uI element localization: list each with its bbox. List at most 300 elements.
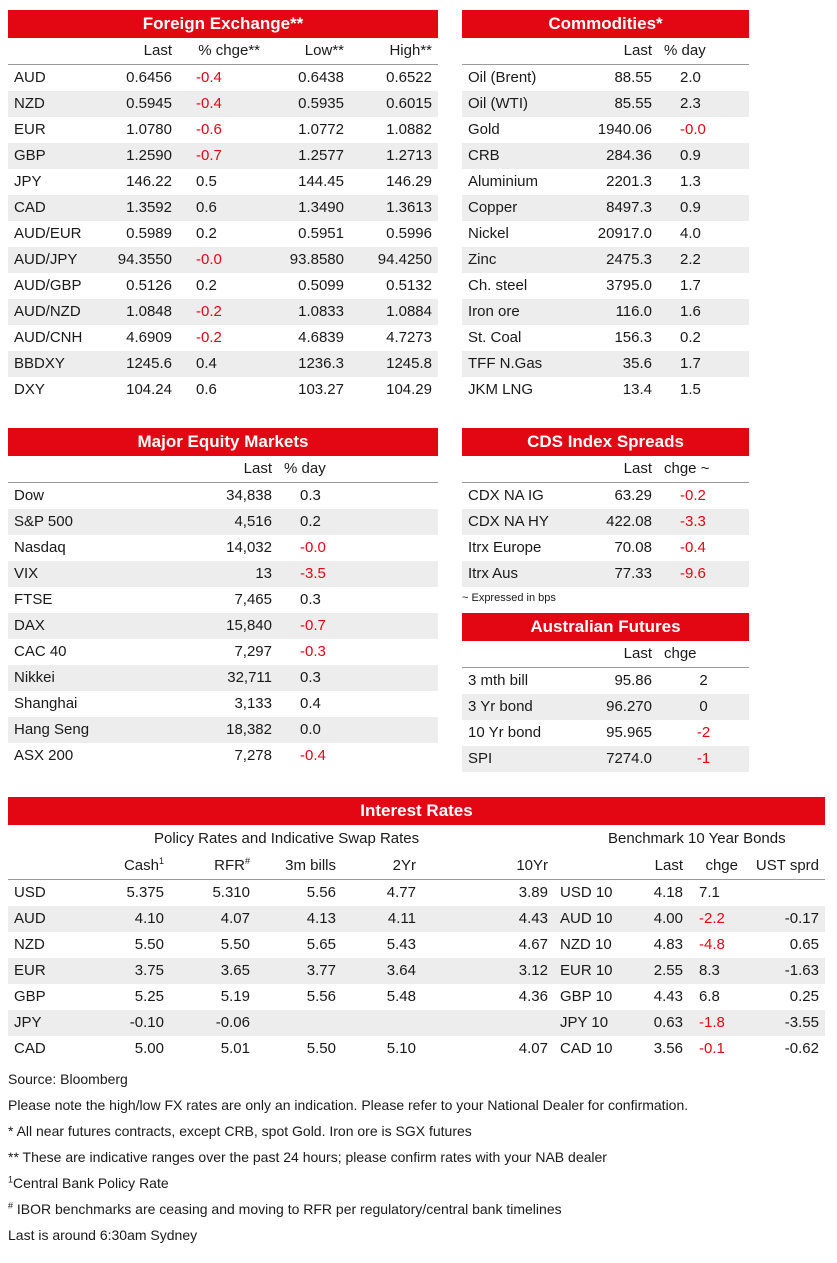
table-cell: USD 10 [560,884,613,901]
rfr-footnote-marker: # [244,856,250,866]
futures-note: * All near futures contracts, except CRB, spot Gold. Iron ore is SGX futures [8,1123,472,1139]
table-cell: GBP [8,143,94,169]
equity-header [358,456,438,483]
table-cell: 94.4250 [350,247,438,273]
table-cell: 1.7 [658,351,749,377]
ibor-note [8,1196,688,1222]
commodity-row [462,169,749,195]
table-cell: 5.00 [134,1040,164,1057]
table-cell: 7,297 [234,643,272,660]
table-cell: 2475.3 [566,247,658,273]
rates-header: UST sprd [755,857,819,874]
table-cell: Hang Seng [8,717,158,743]
table-cell: 4.77 [386,884,416,901]
cds-title: CDS Index Spreads [462,428,749,456]
policy-rates-title: Policy Rates and Indicative Swap Rates [154,830,420,847]
cds-row [462,535,749,561]
table-cell: 1940.06 [597,121,652,138]
table-cell: 0.2 [196,225,217,242]
table-cell: 34,838 [226,487,272,504]
table-cell: 0.65 [789,936,819,953]
table-cell: 0.6456 [126,69,172,86]
table-cell: 4.07 [170,906,256,932]
table-cell: 284.36 [566,143,658,169]
table-cell: 0.6 [178,195,266,221]
table-cell: 0.2 [196,277,217,294]
rates-header: Last [654,857,683,874]
table-cell: 3795.0 [606,277,652,294]
table-cell: 146.22 [126,173,172,190]
table-cell: -2 [696,724,711,741]
table-cell: CRB [462,143,566,169]
table-cell: 7274.0 [566,746,658,772]
table-cell: 0.5989 [126,225,172,242]
cash-footnote-marker: 1 [158,856,164,866]
table-cell: CDX NA HY [462,509,566,535]
table-cell: 63.29 [614,487,652,504]
table-cell: 4.6909 [126,329,172,346]
table-cell: 0.6015 [350,91,438,117]
table-cell: Shanghai [14,695,78,712]
table-cell: 94.3550 [94,247,178,273]
fx-header: Last [143,42,172,59]
table-cell: -1 [658,746,749,772]
table-cell: 18,382 [158,717,278,743]
empty-cell [358,691,438,717]
table-cell: CAD 10 [560,1040,613,1057]
table-cell: -0.2 [196,329,222,346]
rates-header: chge [705,857,738,874]
ibor-note-text: IBOR benchmarks are ceasing and moving to RFR per regulatory/central bank timelines [13,1201,562,1217]
table-cell: Gold [468,121,500,138]
table-cell: 7,278 [234,747,272,764]
rates-header: 3m bills [285,857,336,874]
futures-header [462,641,566,668]
table-cell: Ch. steel [468,277,528,294]
table-cell: 8497.3 [566,195,658,221]
cds-row [462,483,749,510]
equity-header [8,456,158,483]
table-cell: 1245.8 [350,351,438,377]
rates-row [8,984,825,1010]
table-cell: 0.25 [789,988,819,1005]
table-cell: 2.0 [680,69,701,86]
equity-row [8,613,438,639]
table-cell: 10 Yr bond [468,724,542,741]
table-cell: Dow [14,487,45,504]
table-cell: 1.5 [680,381,701,398]
table-cell: 5.50 [306,1040,336,1057]
rates-header [554,853,624,880]
fx-row [8,299,438,325]
fx-row [8,351,438,377]
commodities-header [462,38,566,65]
equity-row [8,561,438,587]
futures-row [462,694,749,720]
table-cell: Nickel [468,225,509,242]
table-cell: -3.55 [744,1010,825,1036]
table-cell: 88.55 [614,69,652,86]
rates-row [8,880,825,907]
table-cell: CAD [14,1040,46,1057]
equity-row [8,717,438,743]
table-cell: 4.07 [518,1040,548,1057]
table-cell: Aluminium [468,173,539,190]
table-cell: 4.18 [653,884,683,901]
policy-rate-note [8,1170,688,1196]
fx-row [8,273,438,299]
table-cell: 32,711 [158,665,278,691]
commodity-row [462,325,749,351]
table-cell: JPY 10 [554,1010,624,1036]
table-cell: 4.67 [518,936,548,953]
table-cell: EUR 10 [554,958,624,984]
futures-header: chge [664,645,697,662]
commodity-row [462,65,749,92]
table-cell: 1245.6 [94,351,178,377]
fx-header: High** [389,42,432,59]
table-cell: 5.56 [306,884,336,901]
table-cell: VIX [8,561,158,587]
equity-row [8,639,438,665]
table-cell: -0.4 [178,91,266,117]
rates-header-row [8,853,825,880]
table-cell: 4.6839 [298,329,344,346]
table-cell: 5.310 [212,884,250,901]
table-cell: GBP 10 [560,988,613,1005]
commodity-row [462,351,749,377]
table-cell: 0 [658,694,749,720]
rates-header-rfr [170,853,256,880]
table-cell: -0.0 [300,539,326,556]
futures-header: Last [623,645,652,662]
table-cell: 3.12 [422,958,554,984]
futures-row [462,746,749,772]
table-cell: AUD 10 [554,906,624,932]
rates-title: Interest Rates [8,797,825,825]
commodities-header: % day [664,42,706,59]
table-cell: 95.965 [606,724,652,741]
table-cell: 96.270 [566,694,658,720]
table-cell: -0.4 [196,69,222,86]
table-cell: Itrx Europe [468,539,542,556]
table-cell: AUD/NZD [8,299,94,325]
table-cell: CDX NA IG [468,487,544,504]
table-cell: BBDXY [8,351,94,377]
table-cell: -0.2 [680,487,706,504]
rates-panel [8,797,825,1062]
table-cell: -0.0 [680,121,706,138]
table-cell: 144.45 [298,173,344,190]
table-cell: 1.0848 [94,299,178,325]
equity-header: Last [243,460,272,477]
table-cell: 0.5945 [94,91,178,117]
equity-row [8,743,438,769]
table-cell: JPY [14,173,42,190]
table-cell: 0.9 [658,195,749,221]
table-cell: 4.43 [653,988,683,1005]
rates-table [8,853,825,1062]
table-cell: 93.8580 [266,247,350,273]
equity-header: % day [284,460,326,477]
table-cell: 0.3 [278,665,358,691]
table-cell: 0.5996 [386,225,432,242]
table-cell: 4.00 [624,906,689,932]
table-cell: 4.43 [422,906,554,932]
empty-cell [358,639,438,665]
table-cell: 1.0833 [266,299,350,325]
table-cell: 3,133 [234,695,272,712]
table-cell: 20917.0 [597,225,652,242]
empty-cell [358,743,438,769]
fx-table [8,38,438,403]
table-cell: 2201.3 [606,173,652,190]
table-cell: 15,840 [158,613,278,639]
table-cell: 2.2 [658,247,749,273]
cds-header: Last [623,460,652,477]
table-cell: EUR [14,121,46,138]
empty-cell [358,587,438,613]
table-cell: DAX [8,613,158,639]
table-cell: 3 Yr bond [462,694,566,720]
futures-header-row [462,641,749,668]
table-cell: 3.75 [104,958,170,984]
table-cell: 5.375 [126,884,164,901]
table-cell: Oil (WTI) [462,91,566,117]
empty-cell [358,483,438,510]
fx-row [8,65,438,92]
table-cell: EUR [8,958,104,984]
rates-row [8,932,825,958]
fx-row [8,221,438,247]
table-cell: 1.7 [680,277,701,294]
table-cell: DXY [14,381,45,398]
table-cell [422,1010,554,1036]
table-cell: Itrx Aus [462,561,566,587]
table-cell: 4.36 [518,988,548,1005]
table-cell: 85.55 [566,91,658,117]
rates-row [8,906,825,932]
table-cell: USD [14,884,46,901]
table-cell: AUD/JPY [8,247,94,273]
table-cell: 5.56 [306,988,336,1005]
rates-header [8,853,104,880]
commodities-table [462,38,749,403]
fx-row [8,195,438,221]
table-cell: 1.0772 [298,121,344,138]
rates-row [8,1010,825,1036]
fx-panel [8,10,438,403]
table-cell: 0.0 [278,717,358,743]
table-cell: 4.13 [256,906,342,932]
equity-row [8,535,438,561]
table-cell: NZD [8,91,94,117]
equity-table [8,456,438,769]
fx-row [8,169,438,195]
table-cell: -0.3 [300,643,326,660]
table-cell [256,1010,342,1036]
table-cell: 5.43 [386,936,416,953]
table-cell: 0.5951 [298,225,344,242]
commodities-header: Last [623,42,652,59]
table-cell: 0.4 [178,351,266,377]
table-cell: 0.5099 [298,277,344,294]
rates-row [8,958,825,984]
table-cell: Copper [462,195,566,221]
commodity-row [462,273,749,299]
table-cell: 4.0 [680,225,701,242]
cds-footnote: ~ Expressed in bps [462,592,556,604]
table-cell: 0.4 [300,695,321,712]
fx-title: Foreign Exchange** [8,10,438,38]
table-cell: 1.2577 [266,143,350,169]
table-cell: 95.86 [614,672,652,689]
table-cell: 1.2590 [94,143,178,169]
table-cell: -4.8 [699,936,725,953]
cds-header: chge ~ [664,460,710,477]
table-cell: 4.83 [653,936,683,953]
rates-header: 2Yr [392,857,416,874]
cds-row [462,561,749,587]
table-cell [744,880,825,907]
table-cell: 14,032 [226,539,272,556]
table-cell: 5.19 [220,988,250,1005]
table-cell: 1.3490 [266,195,350,221]
table-cell: 5.65 [306,936,336,953]
fx-header-row [8,38,438,65]
table-cell: 0.5132 [386,277,432,294]
table-cell: 4,516 [158,509,278,535]
empty-cell [358,535,438,561]
table-cell: -0.62 [784,1040,819,1057]
table-cell: 116.0 [566,299,658,325]
commodities-panel [462,10,749,403]
table-cell: 77.33 [566,561,658,587]
table-cell: St. Coal [468,329,522,346]
empty-cell [358,665,438,691]
rates-header: 10Yr [516,857,548,874]
table-cell: 5.25 [134,988,164,1005]
table-cell: AUD/GBP [14,277,82,294]
table-cell: 3.89 [518,884,548,901]
equity-header-row [8,456,438,483]
table-cell: 5.48 [386,988,416,1005]
table-cell: 2 [699,672,708,689]
commodity-row [462,377,749,403]
table-cell: -2.2 [689,906,744,932]
empty-cell [358,717,438,743]
table-cell: Nikkei [8,665,158,691]
table-cell: 0.5 [196,173,217,190]
table-cell: 5.01 [220,1040,250,1057]
table-cell: 0.6522 [386,69,432,86]
policy-rate-note-text: Central Bank Policy Rate [13,1175,169,1191]
table-cell: -3.3 [658,509,749,535]
table-cell: 104.29 [386,381,432,398]
table-cell: -3.5 [278,561,358,587]
table-cell: 0.3 [300,591,321,608]
cds-panel [462,428,749,607]
indicative-range-note: ** These are indicative ranges over the past 24 hours; please confirm rates with your NAB dealer [8,1149,607,1165]
table-cell: 422.08 [566,509,658,535]
equity-row [8,665,438,691]
table-cell: 1.3592 [94,195,178,221]
table-cell: Zinc [462,247,566,273]
equity-row [8,509,438,535]
table-cell: S&P 500 [8,509,158,535]
futures-row [462,668,749,695]
table-cell: Iron ore [462,299,566,325]
table-cell: 13.4 [622,381,652,398]
table-cell: -0.7 [278,613,358,639]
table-cell: 103.27 [298,381,344,398]
table-cell: FTSE [14,591,53,608]
equity-row [8,691,438,717]
fx-row [8,143,438,169]
table-cell: 5.10 [386,1040,416,1057]
table-cell: 3.56 [653,1040,683,1057]
table-cell: 3.64 [342,958,422,984]
fx-row [8,91,438,117]
table-cell: 2.3 [658,91,749,117]
ibor-note-marker: # [8,1200,14,1211]
table-cell: 1.0884 [350,299,438,325]
table-cell: AUD/CNH [14,329,83,346]
commodities-title: Commodities* [462,10,749,38]
benchmark-title: Benchmark 10 Year Bonds [608,830,786,847]
table-cell: 0.5935 [266,91,350,117]
rates-subheader [8,825,825,853]
table-cell [342,1010,422,1036]
table-cell: 0.3 [300,487,321,504]
table-cell: 70.08 [614,539,652,556]
table-cell: TFF N.Gas [462,351,566,377]
table-cell: 0.6 [196,381,217,398]
table-cell: -1.8 [689,1010,744,1036]
commodity-row [462,247,749,273]
table-cell: 1.3613 [350,195,438,221]
table-cell: 3.77 [256,958,342,984]
futures-panel [462,613,749,772]
fx-row [8,117,438,143]
notes-block [8,1066,688,1248]
table-cell: 156.3 [614,329,652,346]
table-cell: NZD 10 [560,936,612,953]
futures-title: Australian Futures [462,613,749,641]
table-cell: -0.0 [178,247,266,273]
commodity-row [462,117,749,143]
fx-row [8,325,438,351]
table-cell: 1.2713 [350,143,438,169]
fx-header: Low** [304,42,344,59]
table-cell: 4.7273 [386,329,432,346]
policy-rate-note-marker: 1 [8,1174,14,1185]
equity-row [8,587,438,613]
commodity-row [462,143,749,169]
table-cell: -1.63 [744,958,825,984]
table-cell: 6.8 [699,988,720,1005]
table-cell: -0.06 [170,1010,256,1036]
empty-cell [358,613,438,639]
table-cell: -9.6 [658,561,749,587]
table-cell: ASX 200 [14,747,74,764]
fx-row [8,377,438,403]
futures-table [462,641,749,772]
table-cell: 104.24 [126,381,172,398]
fx-header: % chge** [198,42,260,59]
table-cell: 0.6438 [298,69,344,86]
rates-row [8,1036,825,1062]
